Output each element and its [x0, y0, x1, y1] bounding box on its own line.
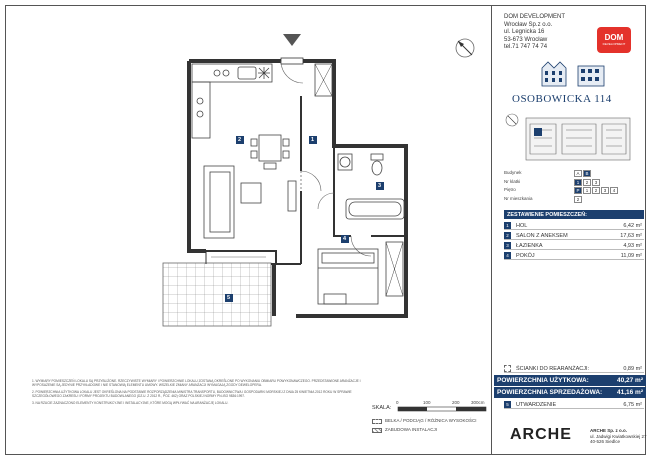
room-number-3: 3 [378, 183, 382, 189]
scale-label: SKALA: [372, 405, 392, 411]
legend-beam: BELKA / PODCIĄG / RÓŻNICA WYSOKOŚCI [385, 418, 477, 423]
walls-reorg-area: 0,89 m² [623, 365, 642, 372]
info-cell: B [583, 170, 591, 177]
extra-row [504, 400, 644, 409]
project-name: OSOBOWICKA 114 [512, 93, 612, 105]
room-row-number: 1 [504, 222, 511, 229]
legend [372, 418, 486, 436]
developer-city: 53-673 Wrocław [504, 36, 548, 43]
bathroom-fixtures [338, 154, 404, 219]
rooms-header: ZESTAWIENIE POMIESZCZEŃ: [504, 210, 644, 219]
developer-phone: tel.71 747 74 74 [504, 44, 548, 50]
room-row [504, 221, 644, 230]
architect-company: ARCHE Sp. z o.o. [590, 428, 627, 433]
info-row-label: Piętro [504, 187, 516, 192]
north-compass-icon [456, 39, 474, 57]
coffee-table [241, 183, 261, 203]
extra-name: UTWARDZENIE [516, 401, 557, 408]
developer-name: DOM DEVELOPMENT [504, 14, 566, 20]
room-row-name: HOL [516, 222, 528, 229]
info-row-label: Nr mieszkania [504, 195, 533, 201]
disclaimer [32, 379, 362, 405]
room-row [504, 231, 644, 240]
info-row-label: Nr klatki [504, 178, 521, 184]
bed [318, 249, 378, 304]
info-cell: 2 [583, 179, 591, 186]
site-plan [504, 110, 634, 170]
room-row-name: POKÓJ [516, 252, 535, 259]
room-number-5: 5 [227, 295, 231, 301]
info-cell: 2 [592, 187, 600, 194]
room-number-1: 1 [311, 137, 315, 143]
room-row-name: ŁAZIENKA [516, 242, 543, 249]
room-row-number: 3 [504, 242, 511, 249]
scale-tick-0: 0 [396, 400, 399, 405]
extra-number: 5 [504, 401, 511, 408]
architect-city: 40-526 Siedlce [590, 439, 621, 444]
room-row-area: 6,42 m² [623, 222, 642, 229]
walls-reorg-row [504, 364, 644, 373]
info-cell: 3 [601, 187, 609, 194]
info-cell: 1 [583, 187, 591, 194]
apartment-info-grid [504, 170, 644, 206]
room-row-area: 17,63 m² [620, 232, 642, 239]
room-row [504, 241, 644, 250]
usable-area-bar [494, 375, 646, 386]
developer-company: Wrocław Sp.z o.o. [504, 21, 553, 28]
room-row-name: SALON Z ANEKSEM [516, 232, 568, 239]
disclaimer-p1: 1. WYMIARY POMIESZCZEŃ LOKALU SĄ PRZYBLIŻONE. RZECZYWISTE WYMIARY I POWIERZCHNIE LOKALU ZOSTANĄ OKREŚLONE PO WYKONANIU OBMIARU POWYKONAWCZEGO. PRZEDSTAWIONE ARANŻACJE I WYPOSAŻENIE SĄ JEDYNIE PRZYKŁADOWE I NIE STANOWIĄ ELEMENTU UMOWY. WSZELKIE ZMIANY ARANŻACJI WYMAGAJĄ ZGODY DEWELOPERA. [32, 379, 361, 388]
building-illustration [494, 56, 646, 96]
apartment-location-marker [534, 128, 542, 136]
room-row-area: 11,09 m² [620, 252, 642, 259]
kitchen-counter [192, 64, 272, 138]
info-row-label: Budynek [504, 170, 522, 175]
installation-legend-swatch [372, 428, 382, 433]
dining-table [251, 135, 289, 169]
sale-area-label: POWIERZCHNIA SPRZEDAŻOWA: [497, 389, 603, 396]
arche-logo: ARCHE [510, 426, 572, 443]
floor-plan-sheet [5, 5, 646, 455]
info-cell: A [574, 170, 582, 177]
info-cell: 4 [610, 187, 618, 194]
beam-legend-swatch [372, 419, 382, 424]
scale-tick-300: 300cm [471, 400, 485, 405]
entrance-arrow-icon [283, 34, 301, 46]
info-cell: P [574, 187, 582, 194]
scale-bar [398, 407, 486, 411]
room-number-4: 4 [343, 236, 347, 242]
plan-area [6, 6, 492, 454]
scale-tick-200: 200 [452, 400, 460, 405]
developer-info [504, 14, 565, 52]
sofa [204, 166, 234, 238]
room-row-area: 4,93 m² [623, 242, 642, 249]
terrace-area [163, 263, 271, 326]
disclaimer-p2: 2. POWIERZCHNIA UŻYTKOWA LOKALU JEST OKREŚLONA NA PODSTAWIE ROZPORZĄDZENIA MINISTRA TRANSPORTU, BUDOWNICTWA I GOSPODARKI MORSKIEJ Z DNIA 25 KWIETNIA 2012 ROKU W SPRAWIE SZCZEGÓŁOWEGO ZAKRESU I FORMY PROJEKTU BUDOWLANEGO (DZ.U. Z 2012 R., POZ. 462) ORAZ POLSKIEJ NORMY PN-ISO 9836:1997. [32, 389, 352, 399]
room-row [504, 251, 644, 260]
dom-logo-sub: DEVELOPMENT [602, 42, 626, 46]
room-number-2: 2 [238, 137, 242, 143]
usable-area-value: 40,27 m² [616, 377, 643, 384]
legend-installation: ZABUDOWA INSTALACJI [385, 427, 438, 432]
developer-street: ul. Legnicka 16 [504, 29, 545, 35]
dom-logo-text: DOM [604, 33, 624, 42]
tv-unit [288, 181, 296, 211]
sale-area-value: 41,16 m² [616, 389, 643, 396]
dom-development-logo [597, 27, 631, 53]
extra-area: 6,75 m² [623, 401, 642, 408]
walls-reorg-swatch [504, 365, 511, 372]
walls-reorg-label: ŚCIANKI DO REARANŻACJI: [516, 365, 590, 372]
scale-tick-100: 100 [423, 400, 431, 405]
room-row-number: 2 [504, 232, 511, 239]
sale-area-bar [494, 387, 646, 398]
info-cell: 2 [574, 196, 582, 203]
usable-area-label: POWIERZCHNIA UŻYTKOWA: [497, 377, 589, 384]
architect-info [590, 428, 647, 445]
room-row-number: 4 [504, 252, 511, 259]
info-cell: 1 [574, 179, 582, 186]
architect-address: ul. Jadwigi Kwiatkowskiej 27 [590, 433, 647, 439]
disclaimer-p3: 3. NA RZUCIE ZAZNACZONO ELEMENTY KONSTRUKCYJNE I INSTALACYJNE, KTÓRE MOGĄ WPŁYWAĆ NA ARANŻACJĘ LOKALU. [32, 400, 229, 405]
info-panel [494, 6, 646, 454]
info-cell: 3 [592, 179, 600, 186]
